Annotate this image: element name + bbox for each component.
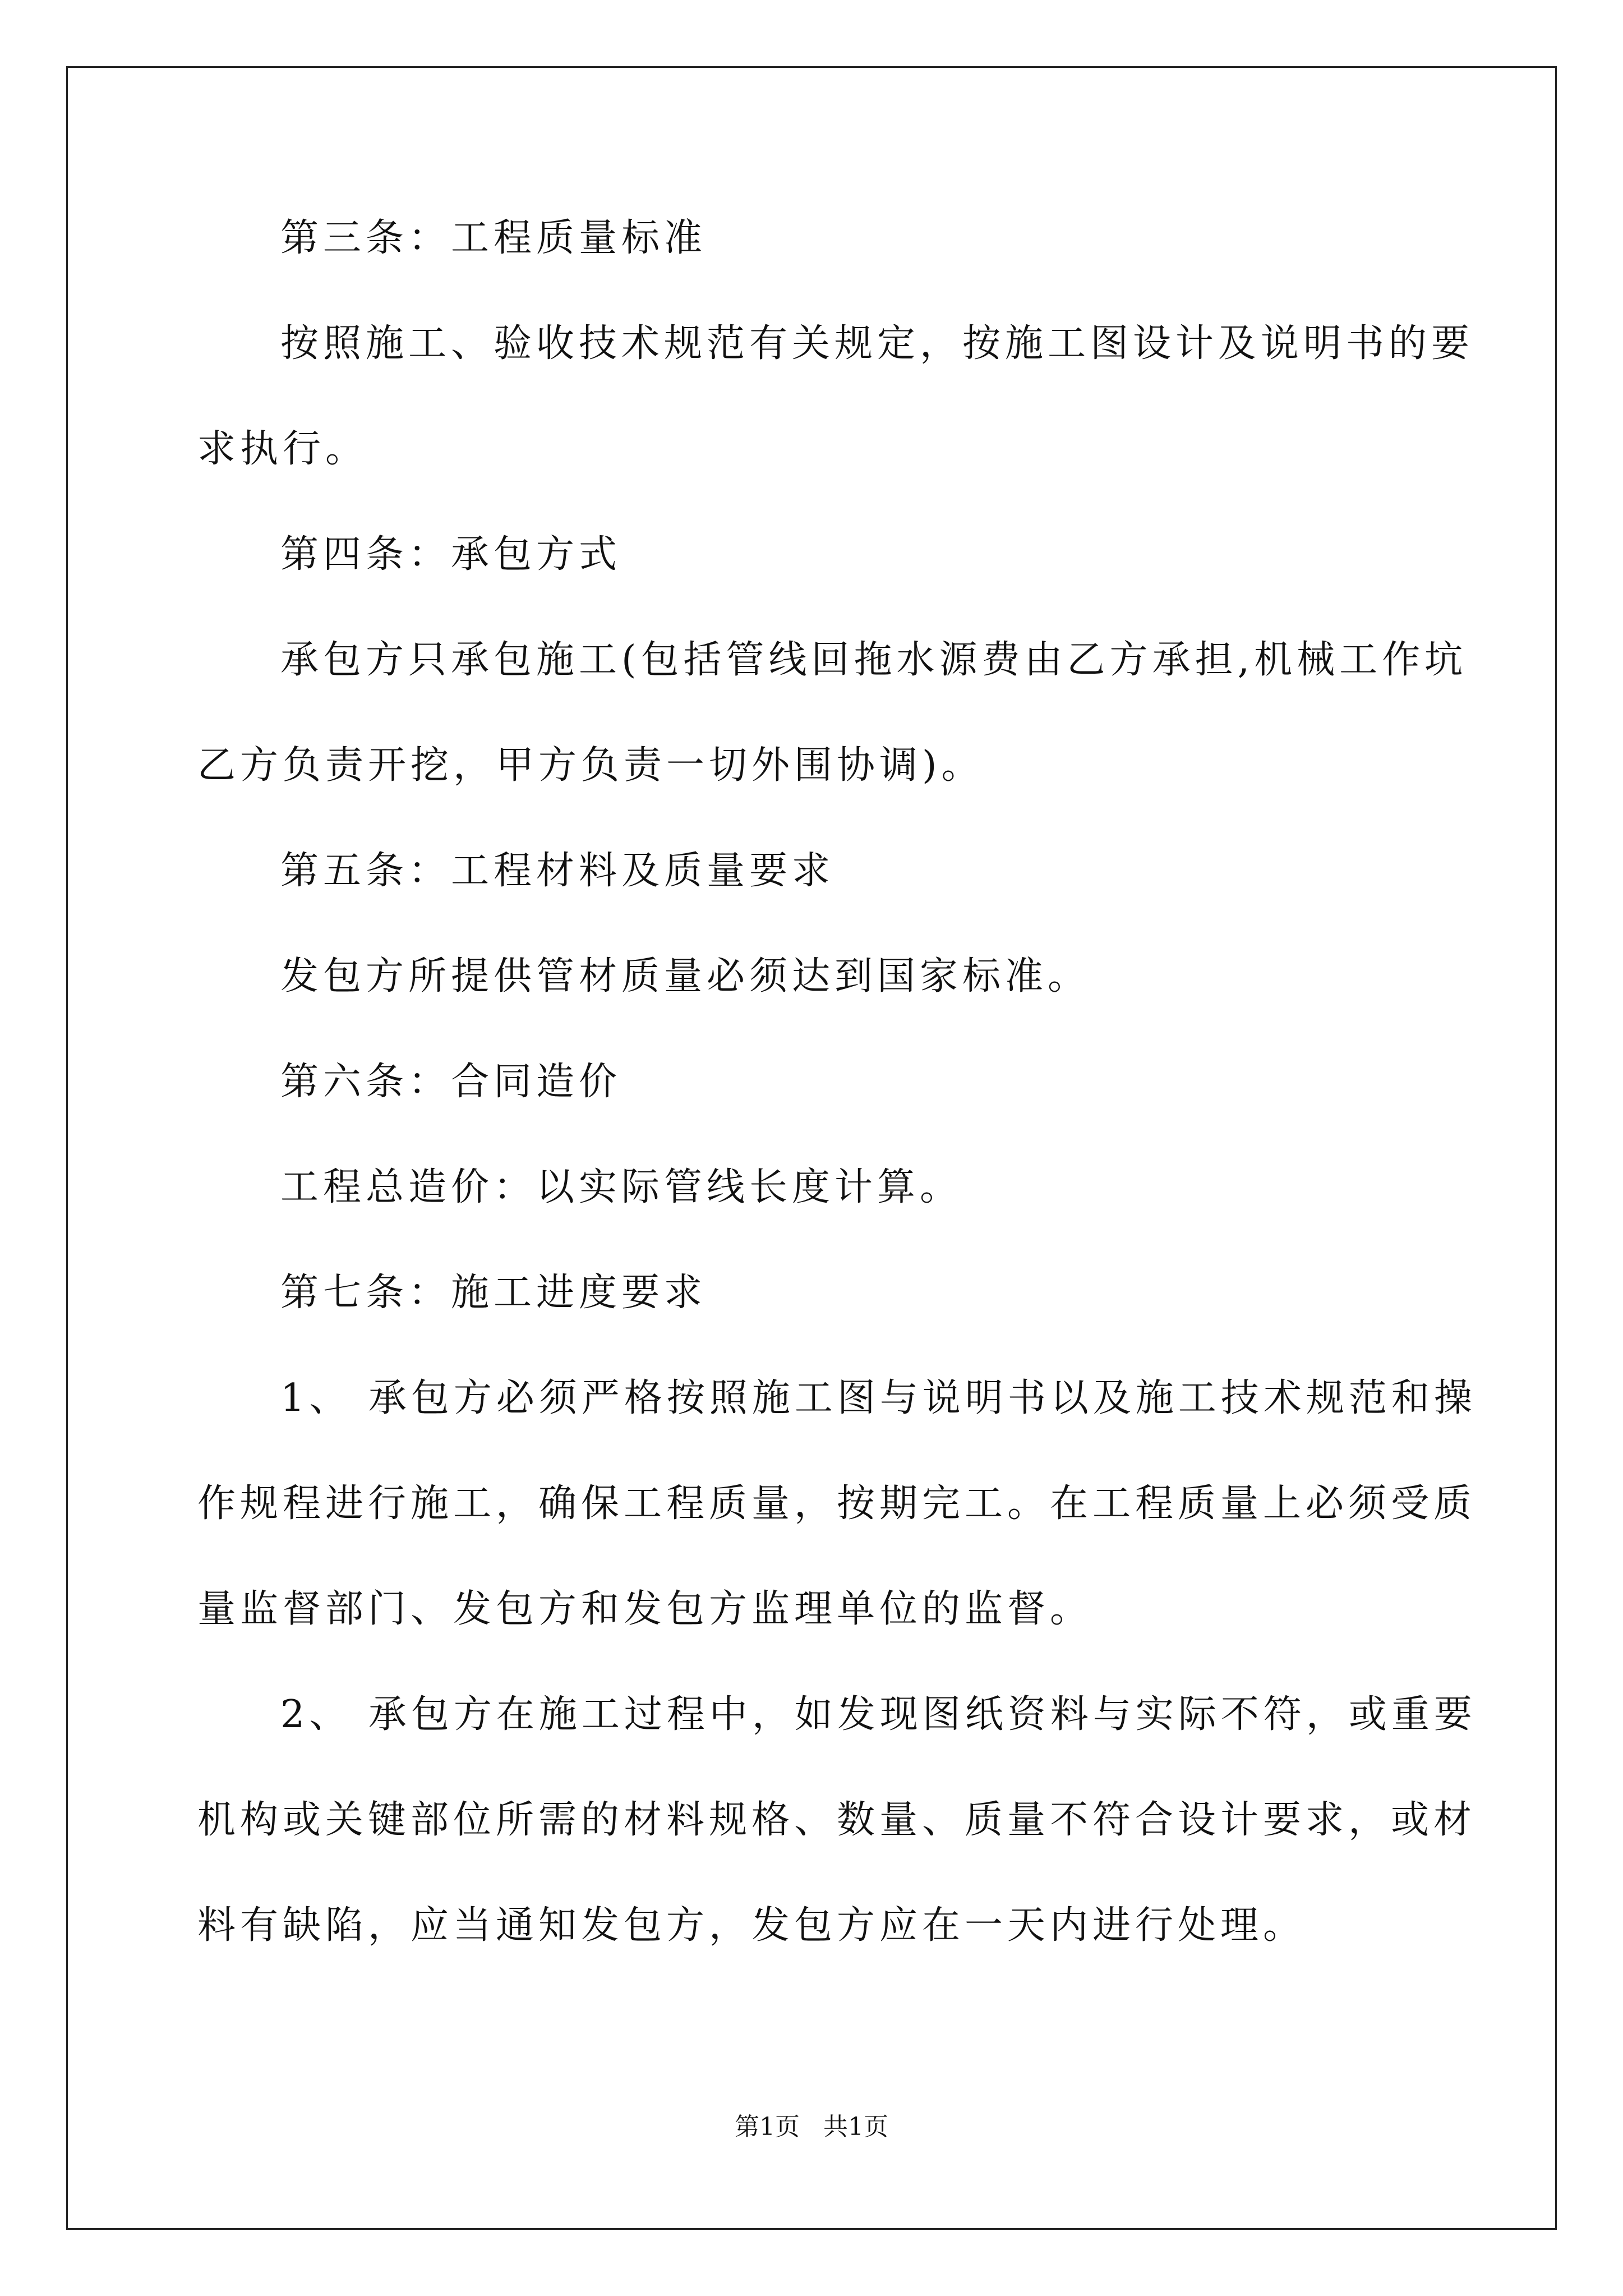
article-7-item-1-line-1: 1、 承包方必须严格按照施工图与说明书以及施工技术规范和操	[280, 1376, 1477, 1420]
article-6-text-line-1: 工程总造价：以实际管线长度计算。	[280, 1165, 963, 1209]
article-4-text-line-1: 承包方只承包施工(包括管线回拖水源费由乙方承担,机械工作坑	[280, 638, 1468, 682]
article-3-text-line-2: 求执行。	[197, 427, 368, 471]
article-6-heading: 第六条：合同造价	[280, 1060, 622, 1104]
article-4-text-line-2: 乙方负责开挖，甲方负责一切外围协调)。	[197, 743, 984, 788]
article-7-heading: 第七条：施工进度要求	[280, 1271, 707, 1315]
article-7-item-1-line-3: 量监督部门、发包方和发包方监理单位的监督。	[197, 1587, 1093, 1631]
article-4-heading: 第四条：承包方式	[280, 532, 622, 577]
article-3-heading: 第三条：工程质量标准	[280, 216, 707, 260]
article-3-text-line-1: 按照施工、验收技术规范有关规定，按施工图设计及说明书的要	[280, 321, 1474, 366]
article-7-item-1-line-2: 作规程进行施工，确保工程质量，按期完工。在工程质量上必须受质	[197, 1481, 1477, 1526]
article-7-item-2-line-2: 机构或关键部位所需的材料规格、数量、质量不符合设计要求，或材	[197, 1798, 1477, 1842]
article-7-item-2-line-3: 料有缺陷，应当通知发包方，发包方应在一天内进行处理。	[197, 1903, 1306, 1948]
article-7-item-2-line-1: 2、 承包方在施工过程中，如发现图纸资料与实际不符，或重要	[280, 1692, 1477, 1737]
page-number-footer: 第1页 共1页	[735, 2113, 888, 2141]
article-5-heading: 第五条：工程材料及质量要求	[280, 849, 835, 893]
article-5-text-line-1: 发包方所提供管材质量必须达到国家标准。	[280, 954, 1091, 999]
